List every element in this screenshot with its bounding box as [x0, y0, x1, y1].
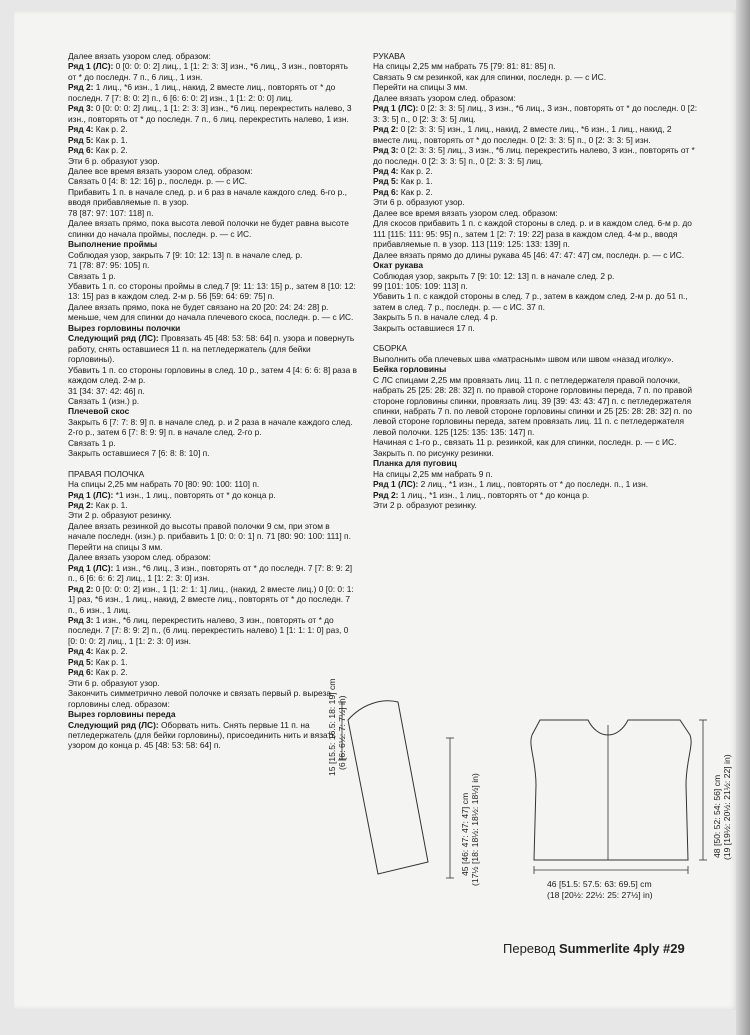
section-heading: Вырез горловины переда — [68, 709, 176, 720]
row-label: Ряд 5: — [68, 134, 94, 145]
instruction-text: Закрыть 6 [7: 7: 8: 9] п. в начале след. р. и 2 раза в начале каждого след. 2-го р., затем 6 [7: 8: 9: 9] п. в начале след. 2-го р. — [68, 416, 353, 438]
instruction-text: Как р. 1. — [93, 656, 128, 667]
instruction-text: ПРАВАЯ ПОЛОЧКА — [68, 468, 145, 479]
instruction-text: Перейти на спицы 3 мм. — [68, 541, 163, 552]
paragraph — [68, 187, 358, 208]
instruction-text: На спицы 2,25 мм набрать 75 [79: 81: 81: 85] п. — [373, 61, 556, 72]
paragraph — [68, 448, 358, 458]
body-width-label: 46 [51.5: 57.5: 63: 69.5] cm — [547, 879, 652, 889]
instruction-text: Далее вязать узором след. образом: — [68, 552, 211, 563]
row-label: Ряд 2: — [68, 500, 94, 511]
row-instruction — [68, 500, 358, 510]
paragraph — [68, 479, 358, 489]
instruction-text: Выполнить оба плечевых шва «матрасным» швом или швом «назад иголку». — [373, 353, 674, 364]
paragraph — [373, 250, 699, 260]
paragraph — [68, 271, 358, 281]
instruction-text: 1 изн., *6 лиц. перекрестить налево, 3 изн., повторять от * до последн. 7 [7: 8: 9: 2] п., (6 лиц. перекрестить налево) 1 [1: 1: 1: 0] раз, 0 [0: 0: 0: 2] лиц., 1 [1: 2: 3: 0] изн. — [68, 615, 349, 646]
row-instruction — [68, 667, 358, 677]
instruction-text: 0 [0: 0: 0: 2] лиц., 1 [1: 2: 3: 3] изн., *6 лиц., 3 изн., повторять от * до последн. 7 п., 6 лиц., 1 изн. — [68, 61, 349, 82]
instruction-text: Убавить 1 п. с каждой стороны в след. 7 р., затем в каждом след. 2-м р. до 51 п., затем в след. 7 р., последн. р. — с ИС. 37 п. — [373, 291, 688, 312]
instruction-text: Как р. 2. — [93, 646, 128, 657]
cap-height-label: 15 [15.5: 16.5: 18: 19] cm — [327, 678, 337, 776]
section-heading: Бейка горловины — [373, 364, 447, 375]
paragraph — [68, 51, 358, 61]
paragraph — [373, 271, 699, 281]
paragraph — [68, 156, 358, 166]
paragraph — [373, 72, 699, 82]
instruction-text: Эти 2 р. образуют резинку. — [373, 500, 477, 511]
row-instruction — [68, 82, 358, 103]
row-label: Ряд 4: — [68, 646, 94, 657]
row-instruction — [68, 135, 358, 145]
instruction-text: Как р. 1. — [93, 500, 128, 511]
paragraph — [68, 250, 358, 260]
row-label: Ряд 6: — [68, 667, 94, 678]
instruction-text: Как р. 1. — [398, 176, 433, 187]
page-footer — [503, 941, 685, 956]
row-label: Ряд 6: — [68, 145, 94, 156]
paragraph — [68, 302, 358, 323]
instruction-text: Далее все время вязать узором след. образом: — [68, 165, 253, 176]
instruction-text: С ЛС спицами 2,25 мм провязать лиц. 11 п. с петледержателя правой полочки, набрать 25 [25: 28: 28: 32] п. по правой стороне горловины переда, 7 п. по правой стороне горловины спинки, провязать лиц. 39 [39: 43: 43: 47] п. с петледержателя спинки, набрать 7 п. по левой стороне горловины спинки и 25 [25: 28: 28: 32] п. по левой стороне горловины переда, затем провязать лиц. 11 п. с петледержателя левой полочки. 125 [125: 135: 135: 147] п. — [373, 374, 693, 437]
paragraph — [68, 510, 358, 520]
instruction-text: Связать 9 см резинкой, как для спинки, последн. р. — с ИС. — [373, 71, 607, 82]
instruction-text: РУКАВА — [373, 51, 406, 61]
sleeve-length-in-label: (17½ [18: 18½: 18½: 18½] in) — [470, 773, 480, 886]
row-instruction — [373, 166, 699, 176]
row-label: Ряд 2: — [68, 583, 94, 594]
row-label: Ряд 1 (ЛС): — [373, 479, 419, 490]
paragraph — [373, 323, 699, 333]
row-label: Ряд 1 (ЛС): — [68, 61, 114, 72]
paragraph — [373, 448, 699, 458]
instruction-text: 0 [0: 0: 0: 2] изн., 1 [1: 2: 1: 1] лиц., (накид, 2 вместе лиц.) 0 [0: 0: 1: 1] раз, *6 изн., 1 лиц., накид, 2 вместе лиц., повторять от * до последн. 7 п., 6 изн., 1 лиц. — [68, 583, 354, 615]
paragraph — [373, 82, 699, 92]
instruction-text: 2 лиц., *1 изн., 1 лиц., повторять от * до последн. п., 1 изн. — [418, 479, 649, 490]
paragraph — [68, 542, 358, 552]
row-instruction — [373, 187, 699, 197]
sleeve-length-label: 45 [46: 47: 47: 47] cm — [460, 792, 470, 876]
paragraph — [68, 281, 358, 302]
right-column — [373, 51, 699, 510]
instruction-text: Далее вязать прямо, пока высота левой полочки не будет равна высоте спинки до начала проймы, последн. р. — с ИС. — [68, 218, 349, 239]
paragraph — [373, 197, 699, 207]
row-instruction — [68, 584, 358, 615]
instruction-text: Закрыть оставшиеся 17 п. — [373, 322, 475, 333]
paragraph — [68, 469, 358, 479]
paragraph — [68, 438, 358, 448]
instruction-text: Оборвать нить. Снять первые 11 п. на петледержатель (для бейки горловины), присоединить нить и вязать узором до конца р. 45 [48: 53: 58: 64] п. — [68, 719, 336, 751]
paragraph — [373, 93, 699, 103]
row-label: Ряд 2: — [373, 124, 399, 135]
row-instruction — [68, 333, 358, 364]
instruction-text: Начиная с 1-го р., связать 11 р. резинкой, как для спинки, последн. р. — с ИС. — [373, 437, 677, 448]
section-heading: Вырез горловины полочки — [68, 322, 181, 333]
instruction-text: Далее вязать узором след. образом: — [68, 51, 211, 61]
row-instruction — [68, 103, 358, 124]
instruction-text: Как р. 2. — [93, 667, 128, 678]
row-instruction — [373, 176, 699, 186]
paragraph — [373, 281, 699, 291]
row-label: Ряд 5: — [68, 656, 94, 667]
paragraph — [373, 500, 699, 510]
instruction-text: Закрыть п. по рисунку резинки. — [373, 447, 494, 458]
instruction-text: На спицы 2,25 мм набрать 9 п. — [373, 468, 493, 479]
section-heading: Окат рукава — [373, 260, 424, 271]
page-binding — [736, 0, 750, 1035]
row-instruction — [373, 479, 699, 489]
instruction-text: Закрыть оставшиеся 7 [6: 8: 8: 10] п. — [68, 448, 210, 459]
instruction-text: 0 [2: 3: 3: 5] лиц., 3 изн., *6 лиц. перекрестить налево, 3 изн., повторять от * до последн. 0 [2: 3: 3: 5] п., 0 [2: 3: 3: 5] лиц. — [373, 145, 695, 166]
paragraph — [373, 291, 699, 312]
row-instruction — [373, 103, 699, 124]
instruction-text: Как р. 2. — [93, 124, 128, 135]
instruction-text: Соблюдая узор, закрыть 7 [9: 10: 12: 13] п. в начале след. р. — [68, 249, 303, 260]
paragraph — [68, 365, 358, 386]
left-column — [68, 51, 358, 751]
instruction-text: 0 [0: 0: 0: 2] лиц., 1 [1: 2: 3: 3] изн., *6 лиц. перекрестить налево, 3 изн., повторять от * до последн. 7 п., 6 лиц. перекрестить налево, 1 изн. — [68, 103, 352, 124]
paragraph — [373, 375, 699, 438]
instruction-text: *1 изн., 1 лиц., повторять от * до конца р. — [113, 489, 276, 500]
instruction-text: Эти 6 р. образуют узор. — [68, 155, 160, 166]
instruction-text: Провязать 45 [48: 53: 58: 64] п. узора и повернуть работу, снять оставшиеся 11 п. на петледержатель (для бейки горловины). — [68, 333, 355, 365]
instruction-text: Связать 1 р. — [68, 270, 116, 281]
instruction-text: 71 [78: 87: 95: 105] п. — [68, 260, 150, 271]
row-instruction — [373, 145, 699, 166]
section-heading: Выполнение проймы — [68, 239, 158, 250]
paragraph — [68, 166, 358, 176]
section-heading: Плечевой скос — [68, 406, 130, 417]
instruction-text: 1 изн., *6 лиц., 3 изн., повторять от * до последн. 7 [7: 8: 9: 2] п., 6 [6: 6: 6: 2] лиц., 1 [1: 2: 3: 0] изн. — [68, 562, 353, 584]
paragraph — [373, 437, 699, 447]
row-instruction — [68, 646, 358, 656]
row-instruction — [68, 145, 358, 155]
row-label: Ряд 1 (ЛС): — [68, 489, 114, 500]
instruction-text: Далее вязать резинкой до высоты правой полочки 9 см, при этом в начале последн. (изн.) р. прибавить 1 [0: 0: 0: 1] п. 71 [80: 90: 100: 111] п. — [68, 520, 351, 542]
instruction-text: 1 лиц., *6 изн., 1 лиц., накид, 2 вместе лиц., повторять от * до последн. 7 [7: 8: 0: 2] п., 6 [6: 6: 0: 2] изн., 1 [1: 2: 0: 0] лиц. — [68, 82, 336, 103]
row-label: Следующий ряд (ЛС): — [68, 719, 159, 730]
paragraph — [68, 417, 358, 438]
row-instruction — [68, 563, 358, 584]
footer-page-number: #29 — [663, 941, 685, 956]
paragraph — [373, 218, 699, 249]
paragraph — [68, 208, 358, 218]
paragraph — [68, 552, 358, 562]
instruction-text: Перейти на спицы 3 мм. — [373, 82, 468, 93]
instruction-text: На спицы 2,25 мм набрать 70 [80: 90: 100: 110] п. — [68, 479, 260, 490]
paragraph — [373, 354, 699, 364]
paragraph — [68, 260, 358, 270]
footer-prefix: Перевод — [503, 941, 559, 956]
instruction-text: Прибавить 1 п. в начале след. р. и 6 раз в начале каждого след. 6-го р., вводя прибавляемые п. в узор. — [68, 186, 347, 208]
paragraph — [373, 312, 699, 322]
instruction-text: 31 [34: 37: 42: 46] п. — [68, 385, 145, 396]
row-label: Ряд 2: — [68, 82, 94, 93]
paragraph — [68, 396, 358, 406]
instruction-text: Эти 6 р. образуют узор. — [373, 197, 465, 208]
instruction-text: Как р. 2. — [93, 145, 128, 156]
instruction-text: 0 [2: 3: 3: 5] лиц., 3 изн., *6 лиц., 3 изн., повторять от * до последн. 0 [2: 3: 3: 5] п., 0 [2: 3: 3: 5] лиц. — [373, 103, 698, 124]
row-instruction — [373, 490, 699, 500]
sleeve-outline — [348, 701, 428, 874]
instruction-text: Убавить 1 п. со стороны горловины в след. 10 р., затем 4 [4: 6: 6: 8] раза в каждом след. 2-м р. — [68, 364, 357, 386]
row-label: Ряд 5: — [373, 176, 399, 187]
row-instruction — [68, 657, 358, 667]
row-label: Ряд 1 (ЛС): — [68, 562, 114, 573]
body-outline — [531, 720, 691, 860]
instruction-text: Далее вязать прямо, пока не будет связано на 20 [20: 24: 24: 28] р. меньше, чем для спинки до начала плечевого скоса, последн. р. — с ИС. — [68, 301, 354, 323]
footer-title: Summerlite 4ply — [558, 941, 660, 956]
paragraph — [373, 208, 699, 218]
row-label: Следующий ряд (ЛС): — [68, 333, 159, 344]
instruction-text: Далее вязать узором след. образом: — [373, 92, 516, 103]
instruction-text: Эти 6 р. образуют узор. — [68, 677, 160, 688]
instruction-text: Закончить симметрично левой полочке и связать первый р. выреза горловины след. образом: — [68, 688, 332, 709]
instruction-text: 0 [2: 3: 3: 5] изн., 1 лиц., накид, 2 вместе лиц., *6 изн., 1 лиц., накид, 2 вместе лиц., повторять от * до последн. 0 [2: 3: 3: 5] п., 0 [2: 3: 3: 5] изн. — [373, 124, 672, 145]
paragraph — [373, 61, 699, 71]
instruction-text: Далее все время вязать узором след. образом: — [373, 207, 558, 218]
instruction-text: 99 [101: 105: 109: 113] п. — [373, 280, 468, 291]
paragraph — [68, 176, 358, 186]
instruction-text: Для скосов прибавить 1 п. с каждой стороны в след. р. и в каждом след. 6-м р. до 111 [115: 111: 95: 95] п., затем 1 [2: 7: 19: 22] раза в каждом след. 4-м р., вводя прибавляемые п. в узор. 113 [119: 125: 133: 139] п. — [373, 218, 692, 250]
paragraph — [373, 51, 699, 61]
instruction-text: 1 лиц., *1 изн., 1 лиц., повторять от * до конца р. — [398, 489, 590, 500]
row-instruction — [68, 61, 358, 82]
instruction-text: Убавить 1 п. со стороны проймы в след.7 [9: 11: 13: 15] р., затем 8 [10: 12: 13: 15] раз в каждом след. 2-м р. 56 [59: 64: 69: 75] п. — [68, 280, 356, 302]
instruction-text: Связать 1 р. — [68, 437, 116, 448]
row-label: Ряд 3: — [68, 103, 94, 114]
cap-height-in-label: (6 [6: 6½: 7: 7½] in) — [337, 695, 347, 770]
section-gap — [373, 333, 699, 343]
instruction-text: Как р. 2. — [398, 186, 433, 197]
row-label: Ряд 4: — [68, 124, 94, 135]
body-height-label: 48 [50: 52: 54: 56] cm — [712, 774, 722, 858]
row-instruction — [373, 124, 699, 145]
body-width-in-label: (18 [20½: 22½: 25: 27½] in) — [547, 890, 653, 900]
instruction-text: Связать 0 [4: 8: 12: 16] р., последн. р. — с ИС. — [68, 176, 248, 187]
row-label: Ряд 2: — [373, 489, 399, 500]
row-label: Ряд 1 (ЛС): — [373, 103, 419, 114]
instruction-text: Далее вязать прямо до длины рукава 45 [46: 47: 47: 47] см, последн. р. — с ИС. — [373, 249, 685, 260]
row-instruction — [68, 615, 358, 646]
instruction-text: Связать 1 (изн.) р. — [68, 395, 140, 406]
paragraph — [68, 386, 358, 396]
instruction-text: Соблюдая узор, закрыть 7 [9: 10: 12: 13] п. в начале след. 2 р. — [373, 270, 615, 281]
instruction-text: 78 [87: 97: 107: 118] п. — [68, 207, 154, 218]
row-label: Ряд 3: — [68, 615, 94, 626]
instruction-text: СБОРКА — [373, 343, 408, 354]
row-label: Ряд 4: — [373, 165, 399, 176]
instruction-text: Как р. 2. — [398, 165, 433, 176]
paragraph — [373, 469, 699, 479]
row-instruction — [68, 490, 358, 500]
instruction-text: Закрыть 5 п. в начале след. 4 р. — [373, 312, 498, 323]
paragraph — [68, 218, 358, 239]
instruction-text: Как р. 1. — [93, 134, 128, 145]
body-height-in-label: (19 [19½: 20½: 21½: 22] in) — [722, 754, 732, 860]
row-label: Ряд 3: — [373, 145, 399, 156]
section-gap — [68, 459, 358, 469]
instruction-text: Эти 2 р. образуют резинку. — [68, 510, 172, 521]
paragraph — [373, 343, 699, 353]
section-heading: Планка для пуговиц — [373, 458, 457, 469]
paragraph — [68, 521, 358, 542]
row-instruction — [68, 124, 358, 134]
row-label: Ряд 6: — [373, 186, 399, 197]
